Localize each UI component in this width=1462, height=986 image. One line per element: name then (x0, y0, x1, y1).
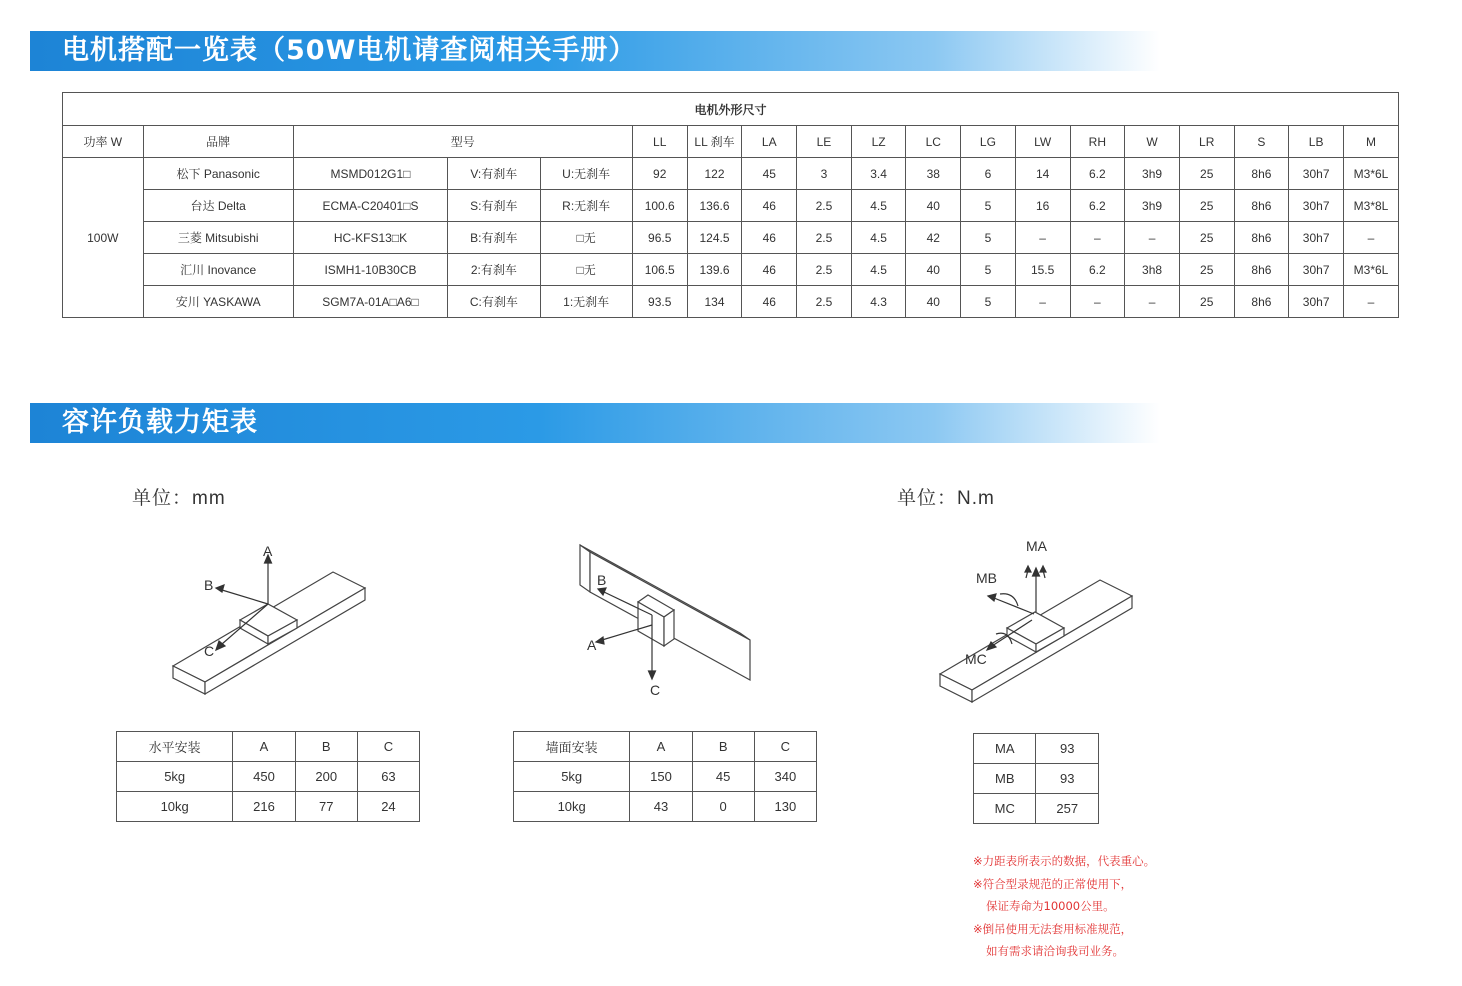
cell-brake-option: C:有刹车 (448, 286, 540, 318)
cell-c: 24 (357, 792, 419, 822)
cell-dimension: 2.5 (797, 222, 852, 254)
section-title-load-moment: 容许负载力矩表 (30, 403, 1160, 443)
note-line: 保证寿命为10000公里。 (986, 899, 1115, 913)
header-brand: 品牌 (143, 126, 293, 158)
unit-label-nm: 单位：N.m (897, 488, 995, 509)
cell-a: 216 (233, 792, 295, 822)
cell-dimension: 5 (961, 286, 1016, 318)
cell-a: 43 (630, 792, 692, 822)
table-row (514, 762, 817, 792)
cell-dimension: 8h6 (1234, 222, 1289, 254)
cell-dimension: 6.2 (1070, 190, 1125, 222)
cell-no-brake-option: □无 (540, 222, 632, 254)
cell-brake-option: V:有刹车 (448, 158, 540, 190)
cell-brand: 松下 Panasonic (143, 158, 293, 190)
cell-dimension: 5 (961, 190, 1016, 222)
cell-c: 63 (357, 762, 419, 792)
table-row (63, 190, 1399, 222)
cell-c: 340 (754, 762, 816, 792)
cell-dimension: 139.6 (687, 254, 742, 286)
cell-dimension: 46 (742, 222, 797, 254)
table-row (63, 222, 1399, 254)
cell-brand: 三菱 Mitsubishi (143, 222, 293, 254)
cell-dimension: 40 (906, 190, 961, 222)
header-m: M (1344, 126, 1399, 158)
unit-label-mm: 单位：mm (132, 488, 226, 509)
table-row (974, 734, 1099, 764)
label-ma: MA (1026, 538, 1047, 554)
cell-dimension: – (1070, 222, 1125, 254)
header-rh: RH (1070, 126, 1125, 158)
cell-dimension: 92 (632, 158, 687, 190)
cell-dimension: – (1070, 286, 1125, 318)
cell-dimension: 40 (906, 254, 961, 286)
table-row (514, 792, 817, 822)
cell-model: SGM7A-01A□A6□ (293, 286, 447, 318)
cell-dimension: 25 (1179, 158, 1234, 190)
section-title-motor: 电机搭配一览表（50W电机请查阅相关手册） (30, 31, 1160, 71)
cell-no-brake-option: U:无刹车 (540, 158, 632, 190)
cell-model: ECMA-C20401□S (293, 190, 447, 222)
cell-b: 200 (295, 762, 357, 792)
table-row (117, 762, 420, 792)
cell-b: 0 (692, 792, 754, 822)
cell-dimension: 6 (961, 158, 1016, 190)
cell-dimension: 25 (1179, 286, 1234, 318)
header-c: C (754, 732, 816, 762)
label-a: A (263, 543, 273, 559)
cell-model: HC-KFS13□K (293, 222, 447, 254)
header-la: LA (742, 126, 797, 158)
header-w: W (1125, 126, 1180, 158)
cell-b: 45 (692, 762, 754, 792)
label-mc: MC (965, 651, 987, 667)
notes (973, 850, 1213, 963)
cell-dimension: 8h6 (1234, 190, 1289, 222)
cell-dimension: 4.5 (851, 190, 906, 222)
cell-a: 150 (630, 762, 692, 792)
cell-dimension: M3*8L (1344, 190, 1399, 222)
table-row (117, 792, 420, 822)
cell-dimension: 96.5 (632, 222, 687, 254)
label-c: C (204, 643, 215, 659)
cell-brand: 台达 Delta (143, 190, 293, 222)
cell-dimension: 40 (906, 286, 961, 318)
horizontal-mount-diagram (160, 540, 380, 700)
cell-dimension: 134 (687, 286, 742, 318)
cell-dimension: 8h6 (1234, 286, 1289, 318)
cell-dimension: – (1125, 286, 1180, 318)
cell-dimension: – (1015, 286, 1070, 318)
cell-dimension: 6.2 (1070, 158, 1125, 190)
cell-dimension: 6.2 (1070, 254, 1125, 286)
table-row (974, 764, 1099, 794)
wall-mount-diagram (570, 540, 760, 705)
header-b: B (295, 732, 357, 762)
cell-brand: 安川 YASKAWA (143, 286, 293, 318)
cell-dimension: 14 (1015, 158, 1070, 190)
cell-dimension: 2.5 (797, 190, 852, 222)
header-ll-brake: LL 刹车 (687, 126, 742, 158)
cell-brake-option: B:有刹车 (448, 222, 540, 254)
cell-dimension: 3h8 (1125, 254, 1180, 286)
header-row (514, 732, 817, 762)
cell-moment-name: MC (974, 794, 1036, 824)
cell-a: 450 (233, 762, 295, 792)
cell-moment-name: MB (974, 764, 1036, 794)
cell-dimension: 2.5 (797, 286, 852, 318)
cell-dimension: 15.5 (1015, 254, 1070, 286)
cell-dimension: 25 (1179, 254, 1234, 286)
cell-no-brake-option: R:无刹车 (540, 190, 632, 222)
cell-dimension: – (1015, 222, 1070, 254)
note-line: 如有需求请洽询我司业务。 (986, 944, 1124, 958)
header-lr: LR (1179, 126, 1234, 158)
header-row (63, 126, 1399, 158)
cell-brand: 汇川 Inovance (143, 254, 293, 286)
cell-dimension: 2.5 (797, 254, 852, 286)
cell-dimension: 30h7 (1289, 254, 1344, 286)
cell-b: 77 (295, 792, 357, 822)
cell-weight: 10kg (514, 792, 630, 822)
cell-dimension: 5 (961, 254, 1016, 286)
header-lc: LC (906, 126, 961, 158)
cell-dimension: 3h9 (1125, 158, 1180, 190)
cell-dimension: 8h6 (1234, 158, 1289, 190)
note-line: ※倒吊使用无法套用标准规范， (973, 921, 1133, 936)
note-line: ※力距表所表示的数据，代表重心。 (973, 854, 1156, 868)
header-ll: LL (632, 126, 687, 158)
cell-dimension: 100.6 (632, 190, 687, 222)
moment-diagram (930, 530, 1140, 705)
cell-dimension: 42 (906, 222, 961, 254)
cell-dimension: – (1344, 286, 1399, 318)
header-mount: 水平安装 (117, 732, 233, 762)
table-row (63, 286, 1399, 318)
label-a: A (587, 637, 597, 653)
cell-dimension: 30h7 (1289, 190, 1344, 222)
cell-moment-value: 93 (1036, 764, 1099, 794)
header-lw: LW (1015, 126, 1070, 158)
cell-dimension: – (1125, 222, 1180, 254)
cell-dimension: 124.5 (687, 222, 742, 254)
cell-dimension: M3*6L (1344, 254, 1399, 286)
header-lg: LG (961, 126, 1016, 158)
cell-no-brake-option: □无 (540, 254, 632, 286)
cell-moment-value: 257 (1036, 794, 1099, 824)
cell-dimension: 4.5 (851, 254, 906, 286)
label-c: C (650, 682, 661, 698)
header-model: 型号 (293, 126, 632, 158)
cell-weight: 5kg (117, 762, 233, 792)
label-b: B (204, 577, 214, 593)
cell-dimension: 5 (961, 222, 1016, 254)
cell-dimension: 25 (1179, 190, 1234, 222)
table-row (974, 794, 1099, 824)
header-row (117, 732, 420, 762)
header-le: LE (797, 126, 852, 158)
cell-dimension: 106.5 (632, 254, 687, 286)
table-title-row (63, 93, 1399, 126)
cell-dimension: 4.3 (851, 286, 906, 318)
cell-dimension: 30h7 (1289, 158, 1344, 190)
cell-brake-option: 2:有刹车 (448, 254, 540, 286)
cell-dimension: 38 (906, 158, 961, 190)
cell-weight: 5kg (514, 762, 630, 792)
cell-dimension: M3*6L (1344, 158, 1399, 190)
cell-dimension: 3 (797, 158, 852, 190)
header-lz: LZ (851, 126, 906, 158)
cell-model: MSMD012G1□ (293, 158, 447, 190)
table-row (63, 158, 1399, 190)
group-header: 电机外形尺寸 (63, 93, 1399, 126)
label-b: B (597, 572, 607, 588)
header-b: B (692, 732, 754, 762)
cell-dimension: 93.5 (632, 286, 687, 318)
header-a: A (233, 732, 295, 762)
cell-dimension: 3h9 (1125, 190, 1180, 222)
cell-dimension: 122 (687, 158, 742, 190)
cell-c: 130 (754, 792, 816, 822)
cell-dimension: – (1344, 222, 1399, 254)
cell-weight: 10kg (117, 792, 233, 822)
cell-dimension: 46 (742, 190, 797, 222)
motor-matching-table (62, 92, 1399, 318)
cell-dimension: 30h7 (1289, 222, 1344, 254)
cell-brake-option: S:有刹车 (448, 190, 540, 222)
cell-dimension: 25 (1179, 222, 1234, 254)
header-power: 功率 W (63, 126, 144, 158)
cell-dimension: 4.5 (851, 222, 906, 254)
cell-dimension: 46 (742, 286, 797, 318)
cell-no-brake-option: 1:无刹车 (540, 286, 632, 318)
note-line: ※符合型录规范的正常使用下， (973, 876, 1133, 891)
cell-moment-value: 93 (1036, 734, 1099, 764)
cell-dimension: 46 (742, 254, 797, 286)
header-c: C (357, 732, 419, 762)
cell-dimension: 45 (742, 158, 797, 190)
cell-dimension: 3.4 (851, 158, 906, 190)
table-row (63, 254, 1399, 286)
cell-dimension: 30h7 (1289, 286, 1344, 318)
cell-dimension: 8h6 (1234, 254, 1289, 286)
cell-model: ISMH1-10B30CB (293, 254, 447, 286)
header-lb: LB (1289, 126, 1344, 158)
cell-dimension: 16 (1015, 190, 1070, 222)
header-a: A (630, 732, 692, 762)
cell-moment-name: MA (974, 734, 1036, 764)
header-mount: 墙面安装 (514, 732, 630, 762)
cell-dimension: 136.6 (687, 190, 742, 222)
wall-load-table (513, 731, 817, 822)
label-mb: MB (976, 570, 997, 586)
horizontal-load-table (116, 731, 420, 822)
moment-table (973, 733, 1099, 824)
header-s: S (1234, 126, 1289, 158)
cell-power: 100W (63, 158, 144, 318)
